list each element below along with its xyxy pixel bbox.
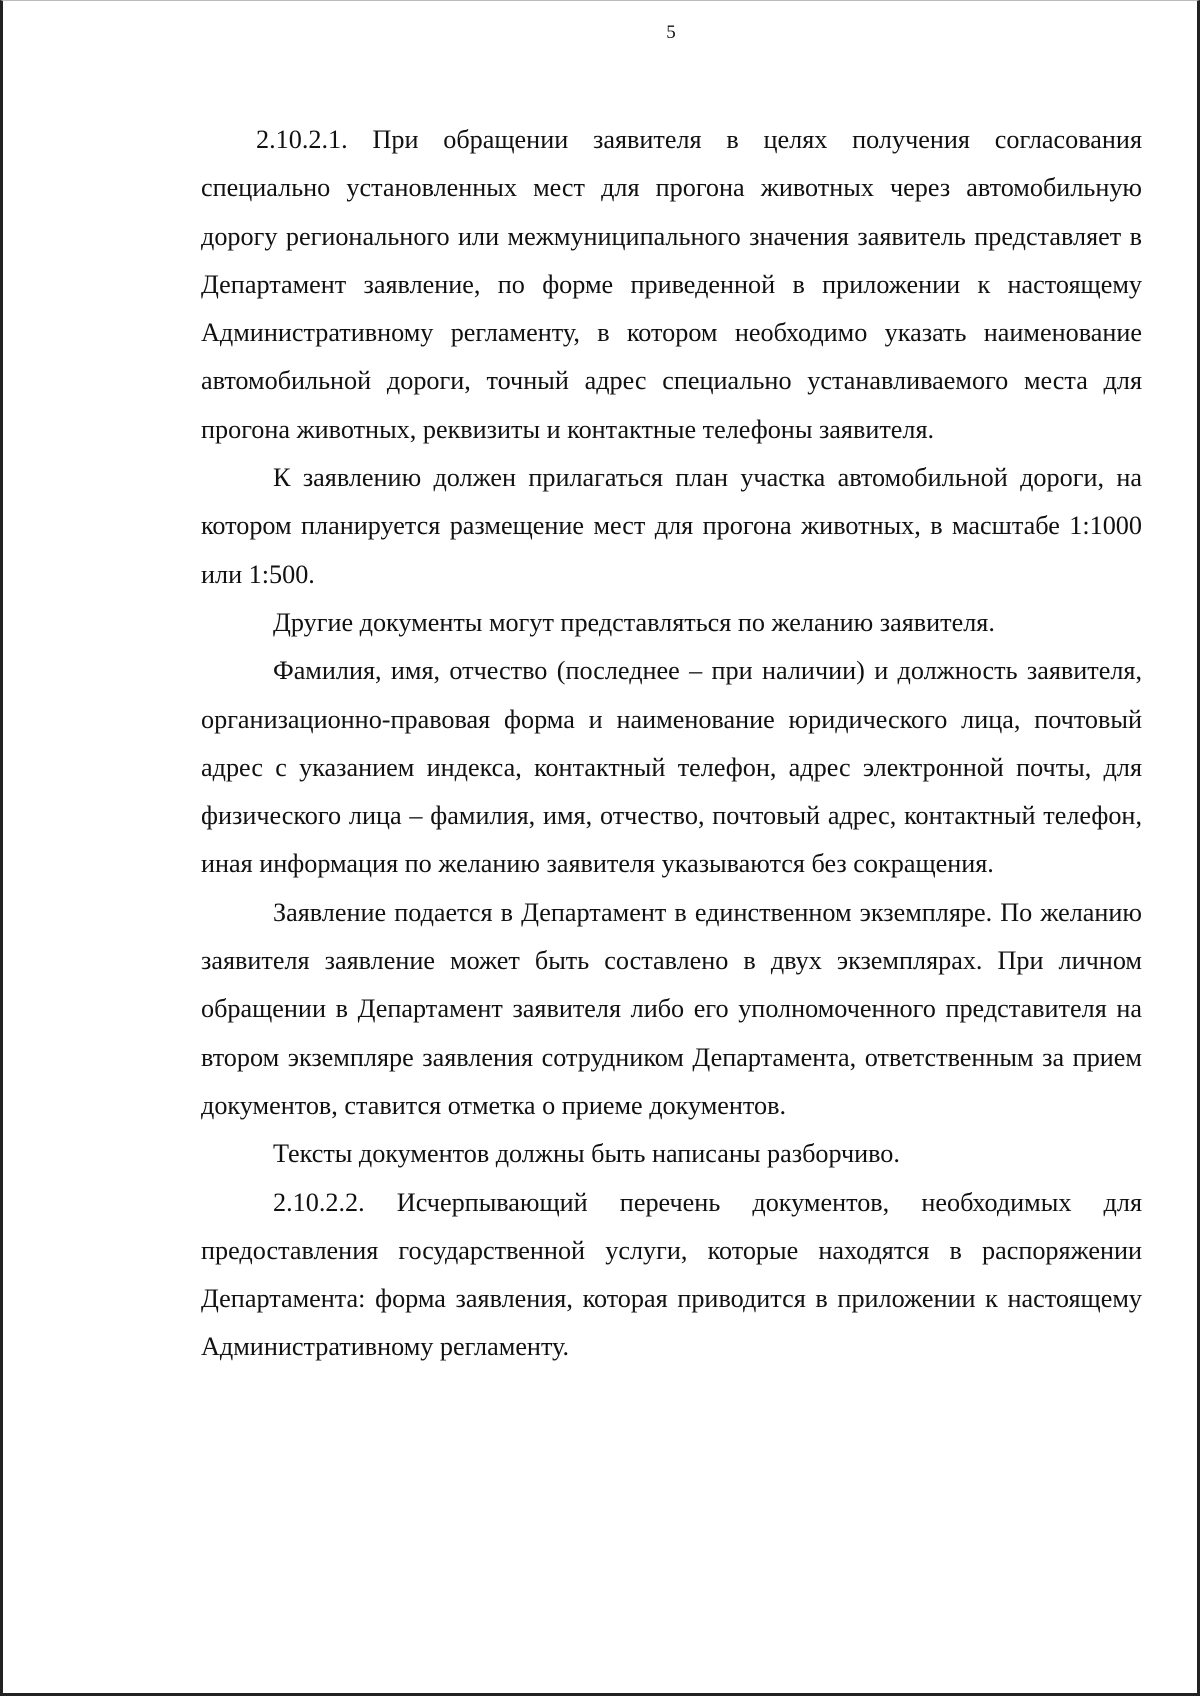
paragraph-submission: Заявление подается в Департамент в единственном экземпляре. По желанию заявителя заявление может быть составлено в двух экземплярах. При личном обращении в Департамент заявителя либо его уполномоченного представителя на втором экземпляре заявления сотрудником Департамента, ответственным за прием документов, ставится отметка о приеме документов.: [201, 897, 1142, 1120]
page-number-text: 5: [666, 22, 676, 43]
paragraph-other-documents: Другие документы могут представляться по желанию заявителя.: [273, 607, 995, 637]
paragraph-legibility: Тексты документов должны быть написаны разборчиво.: [273, 1139, 900, 1169]
paragraph-applicant-details: Фамилия, имя, отчество (последнее – при наличии) и должность заявителя, организационно-правовая форма и наименование юридического лица, почтовый адрес с указанием индекса, контактный телефон, адрес электронной почты, для физического лица – фамилия, имя, отчество, почтовый адрес, контактный телефон, иная информация по желанию заявителя указываются без сокращения.: [201, 656, 1142, 879]
page-number: [0, 22, 1200, 44]
paragraph-attachment-plan: К заявлению должен прилагаться план участка автомобильной дороги, на котором планируется размещение мест для прогона животных, в масштабе 1:1000 или 1:500.: [201, 463, 1142, 589]
paragraph-2-10-2-2: 2.10.2.2. Исчерпывающий перечень документов, необходимых для предоставления государственной услуги, которые находятся в распоряжении Департамента: форма заявления, которая приводится в приложении к настоящему Административному регламенту.: [201, 1187, 1142, 1362]
paragraph-2-10-2-1: 2.10.2.1. При обращении заявителя в целях получения согласования специально установленных мест для прогона животных через автомобильную дорогу регионального или межмуниципального значения заявитель представляет в Департамент заявление, по форме приведенной в приложении к настоящему Административному регламенту, в котором необходимо указать наименование автомобильной дороги, точный адрес специально устанавливаемого места для прогона животных, реквизиты и контактные телефоны заявителя.: [201, 125, 1142, 444]
document-body: [201, 116, 1142, 1372]
